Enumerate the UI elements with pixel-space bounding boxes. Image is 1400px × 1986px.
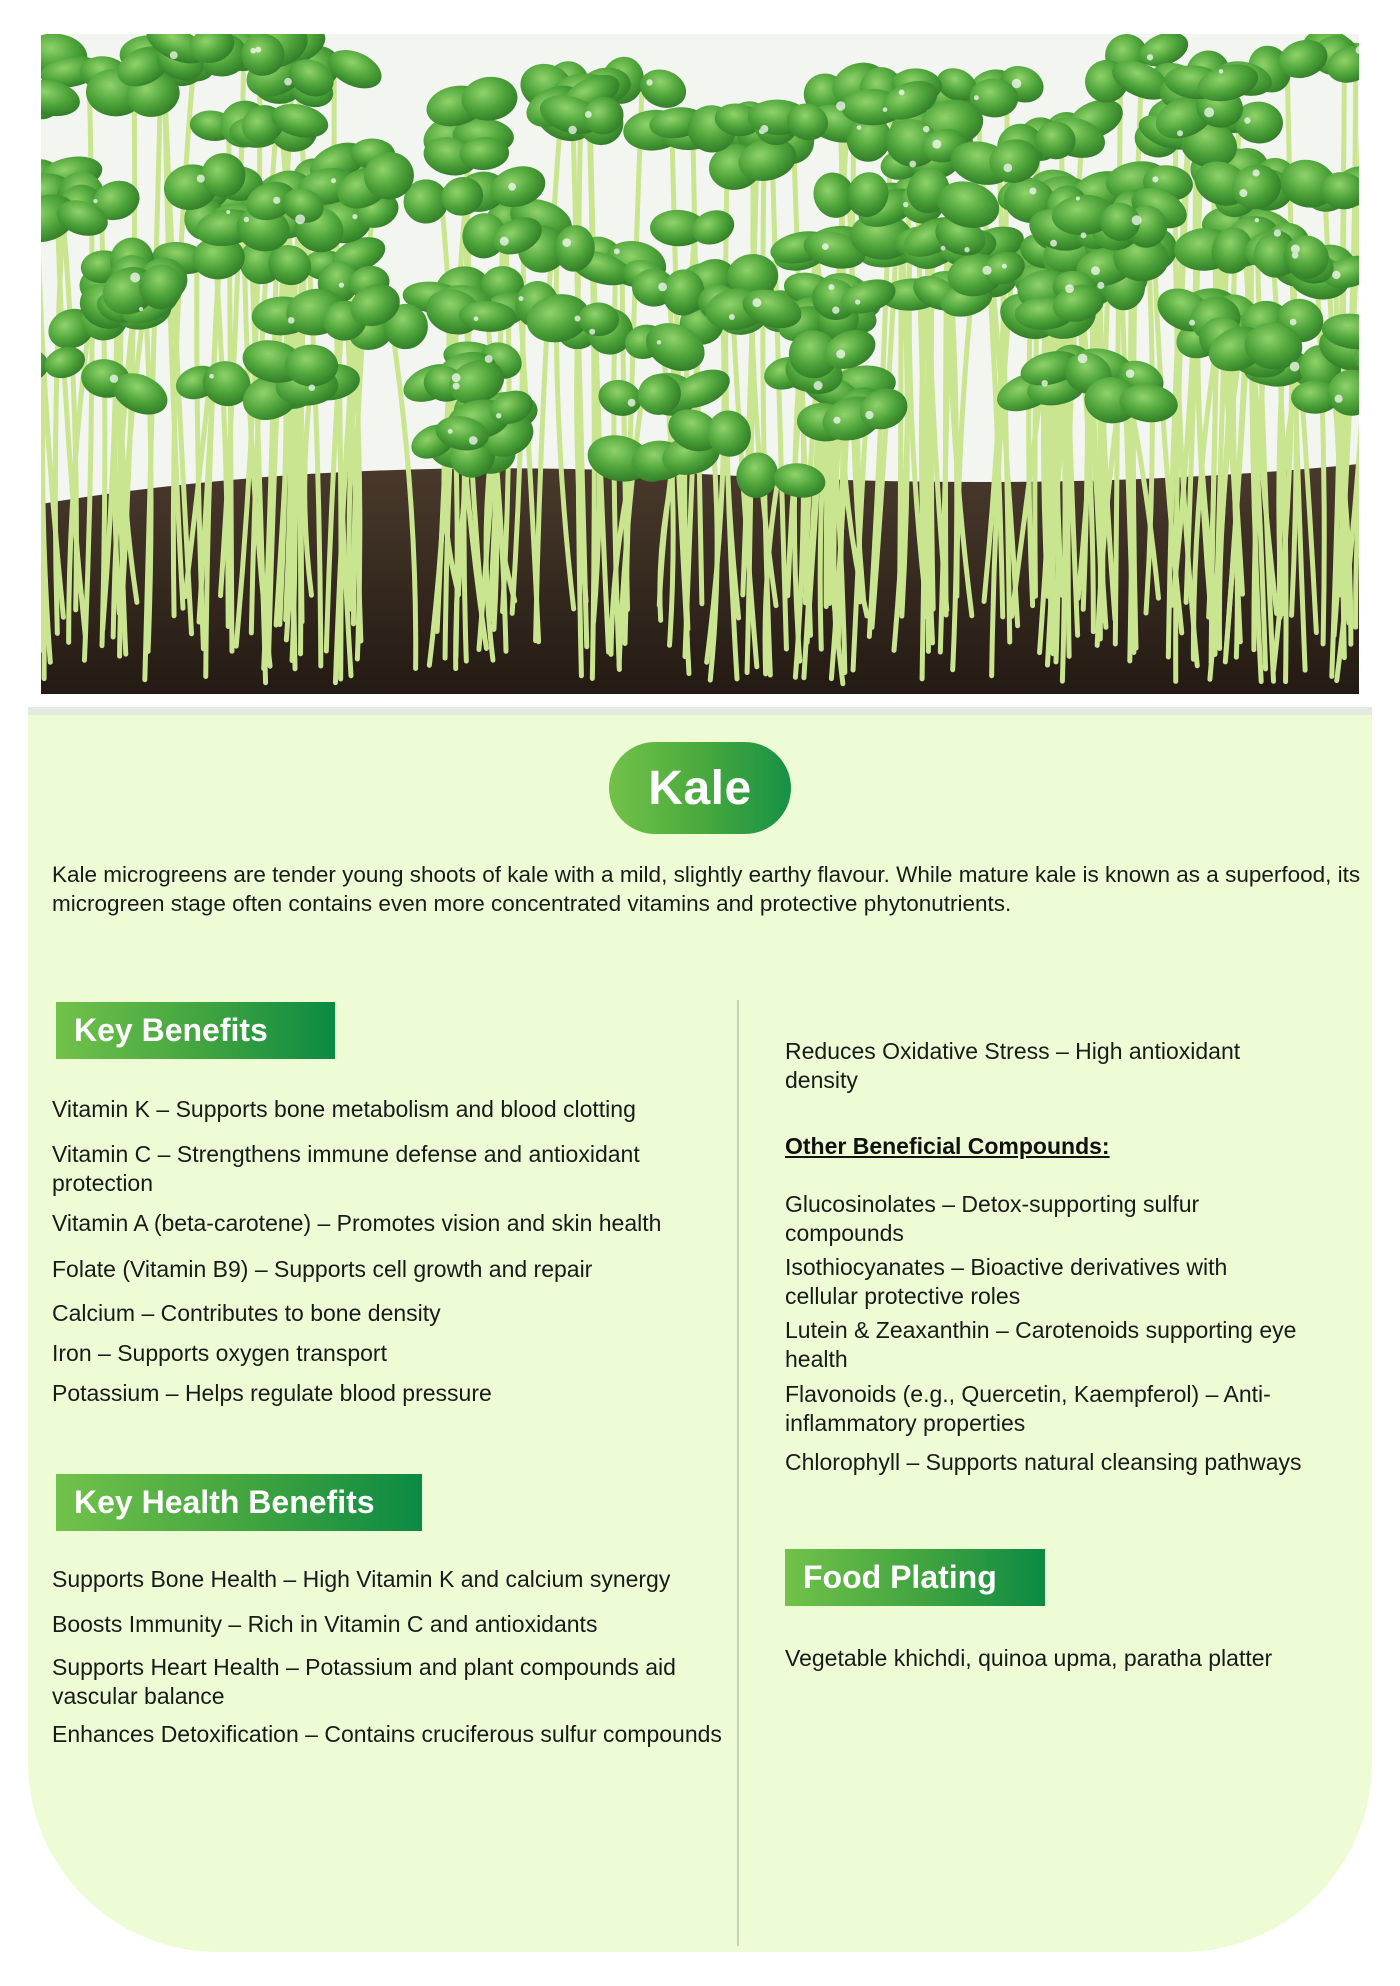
hero-microgreens-image (41, 34, 1359, 694)
intro-paragraph: Kale microgreens are tender young shoots of kale with a mild, slightly earthy flavour. While mature kale is known as a superfood, its microgreen stage often contains even more concentrated vitamins and protective phytonutrients. (52, 862, 1361, 916)
key-health-benefits-heading: Key Health Benefits (56, 1474, 422, 1531)
page-title: Kale (609, 742, 791, 834)
list-item: Vitamin C – Strengthens immune defense and antioxidant protection (52, 1141, 640, 1196)
list-item: Glucosinolates – Detox-supporting sulfur compounds (785, 1191, 1200, 1246)
list-item: Chlorophyll – Supports natural cleansing pathways (785, 1449, 1302, 1475)
other-compounds-heading: Other Beneficial Compounds: (785, 1133, 1110, 1159)
list-item: Potassium – Helps regulate blood pressure (52, 1380, 492, 1406)
list-item: Iron – Supports oxygen transport (52, 1340, 387, 1366)
list-item: Flavonoids (e.g., Quercetin, Kaempferol) – Anti-inflammatory properties (785, 1381, 1271, 1436)
list-item: Calcium – Contributes to bone density (52, 1300, 441, 1326)
food-plating-heading: Food Plating (785, 1549, 1045, 1606)
list-item: Isothiocyanates – Bioactive derivatives with cellular protective roles (785, 1254, 1228, 1309)
microgreens-illustration (41, 34, 1359, 694)
list-item: Lutein & Zeaxanthin – Carotenoids supporting eye health (785, 1317, 1297, 1372)
list-item: Supports Bone Health – High Vitamin K and calcium synergy (52, 1566, 671, 1592)
list-item: Vitamin A (beta-carotene) – Promotes vision and skin health (52, 1210, 662, 1236)
list-item: Boosts Immunity – Rich in Vitamin C and antioxidants (52, 1611, 598, 1637)
list-item: Reduces Oxidative Stress – High antioxidant density (785, 1038, 1241, 1093)
list-item: Vitamin K – Supports bone metabolism and blood clotting (52, 1096, 636, 1122)
key-benefits-heading: Key Benefits (56, 1002, 335, 1059)
food-plating-text: Vegetable khichdi, quinoa upma, paratha platter (785, 1645, 1273, 1671)
list-item: Supports Heart Health – Potassium and plant compounds aid vascular balance (52, 1654, 676, 1709)
list-item: Enhances Detoxification – Contains cruciferous sulfur compounds (52, 1721, 722, 1747)
list-item: Folate (Vitamin B9) – Supports cell growth and repair (52, 1256, 593, 1282)
